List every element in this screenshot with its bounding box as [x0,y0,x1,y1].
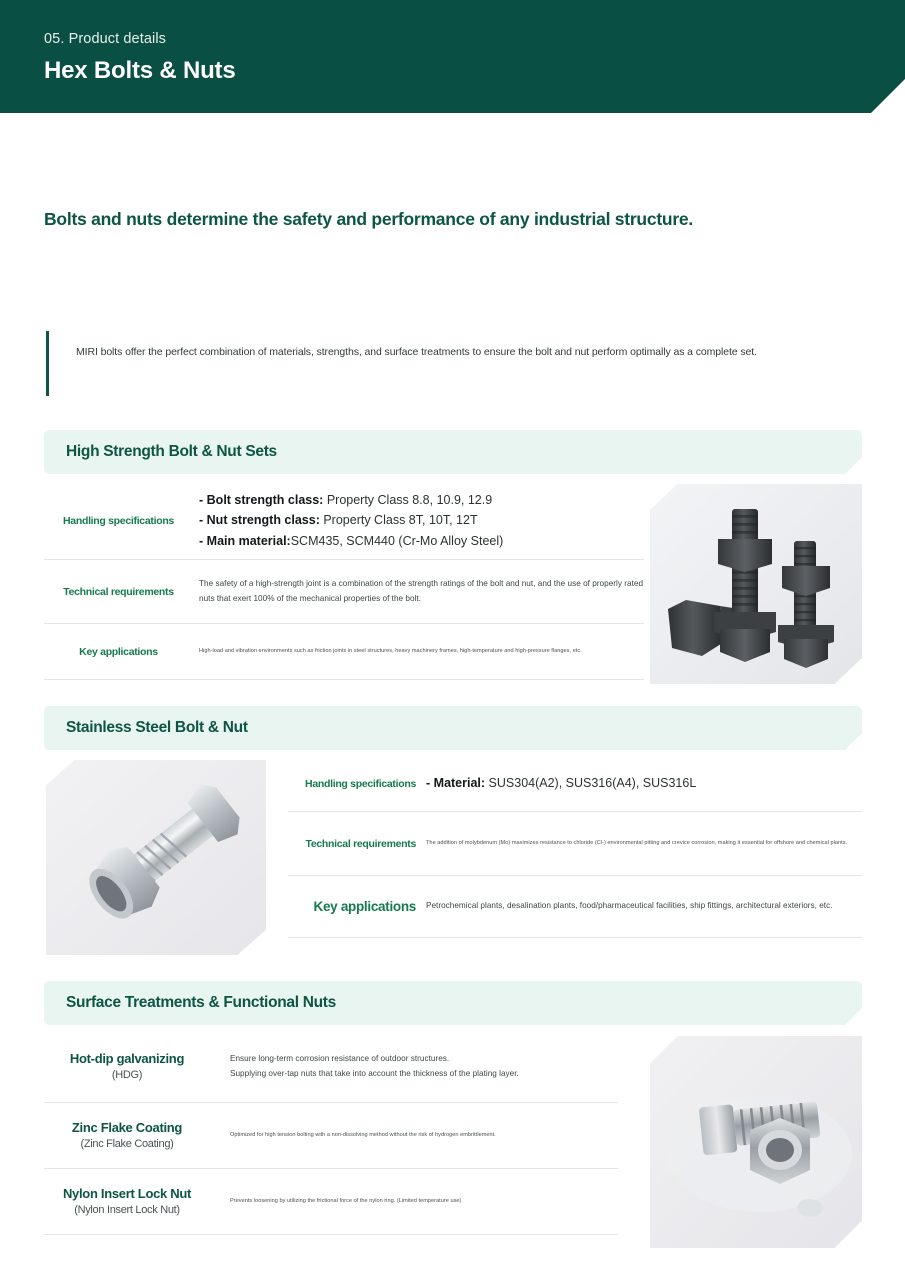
spec-key: Nut strength class: [206,513,320,528]
treatment-abbrev: (Nylon Insert Lock Nut) [74,1203,180,1216]
row-body: Petrochemical plants, desalination plants, food/pharmaceutical facilities, ship fittings, architectural exteriors, etc. [426,901,833,911]
spec-table [44,482,644,680]
row-label: Handling specifications [63,514,174,527]
table-row [44,1031,618,1103]
spec-table [44,1031,618,1235]
row-body [222,1197,618,1206]
spec-key: Bolt strength class: [206,493,324,508]
header-eyebrow: 05. Product details [44,31,166,47]
section-banner [44,706,862,750]
spec-value: Property Class 8.8, 10.9, 12.9 [323,493,493,508]
intro-callout-text: MIRI bolts offer the perfect combination of materials, strengths, and surface treatments to ensure the bolt and nut perform optimally as a complete set. [76,346,757,358]
spec-line [199,531,644,551]
treatment-abbrev: (HDG) [111,1068,143,1081]
row-body: High-load and vibration environments such as friction joints in steel structures, heavy machinery frames, high-temperature and high-pressure flanges, etc. [199,648,582,655]
row-body: The safety of a high-strength joint is a combination of the strength ratings of the bolt and nut, and the use of properly rated nuts that exert 100% of the mechanical properties of the bolt. [199,579,644,603]
bullet-marker: - [426,776,431,791]
lead-statement: Bolts and nuts determine the safety and performance of any industrial structure. [44,209,694,229]
row-body [426,773,862,793]
stainless-bolt-illustration-icon [46,760,266,955]
row-label: Key applications [313,899,416,914]
spec-table [288,756,862,938]
spec-value: SUS304(A2), SUS316(A4), SUS316L [485,776,697,791]
photo-black-hex-bolts [650,484,862,684]
spec-line [199,510,644,530]
section-title: Stainless Steel Bolt & Nut [66,719,248,736]
table-row [44,1169,618,1235]
section-banner [44,981,862,1025]
header-corner-notch [871,79,905,113]
section-banner [44,430,862,474]
row-label: Technical requirements [63,585,174,598]
table-row [288,812,862,876]
treatment-name: Hot-dip galvanizing [69,1051,185,1067]
row-label [44,1185,222,1217]
intro-callout [46,331,846,396]
spec-value: Property Class 8T, 10T, 12T [319,513,478,528]
row-body [222,1052,618,1080]
bullet-marker: - [199,493,204,508]
treatment-name: Nylon Insert Lock Nut [62,1186,192,1202]
row-label [44,1050,222,1082]
photo-stainless-steel-bolt [46,760,266,955]
page-header [0,0,905,113]
bolt-illustration-icon [650,484,862,684]
row-label: Technical requirements [305,837,416,850]
bullet-marker: - [199,513,204,528]
spec-key: Main material: [206,533,291,548]
table-row [44,624,644,680]
row-label [44,1119,222,1151]
row-body-line: Prevents loosening by utilizing the frictional force of the nylon ring. (Limited temperature use) [230,1198,462,1205]
spec-value: SCM435, SCM440 (Cr-Mo Alloy Steel) [290,533,504,548]
treatment-abbrev: (Zinc Flake Coating) [80,1137,174,1150]
table-row [288,756,862,812]
table-row [288,876,862,938]
section-title: High Strength Bolt & Nut Sets [66,443,277,460]
row-body [222,1131,618,1140]
row-label: Handling specifications [305,777,416,790]
row-body-line: Optimized for high tension bolting with a non-dissolving method without the risk of hydrogen embrittlement. [230,1132,496,1139]
row-body: The addition of molybdenum (Mo) maximizes resistance to chloride (Cl-) environmental pitting and crevice corrosion, making it essential for offshore and chemical plants. [426,840,848,847]
photo-galvanized-bolt-and-nut [650,1036,862,1248]
section-title: Surface Treatments & Functional Nuts [66,994,336,1011]
row-label: Key applications [79,645,158,658]
galvanized-nut-illustration-icon [650,1036,862,1248]
bullet-marker: - [199,533,204,548]
row-body [199,490,644,551]
table-row [44,1103,618,1169]
spec-line [199,490,644,510]
spec-key: Material: [433,776,486,791]
spec-line [426,773,862,793]
row-body-line: Supplying over-tap nuts that take into account the thickness of the plating layer. [230,1068,519,1078]
page-title: Hex Bolts & Nuts [44,57,236,84]
row-body-line: Ensure long-term corrosion resistance of outdoor structures. [230,1054,450,1064]
table-row [44,482,644,560]
table-row [44,560,644,624]
treatment-name: Zinc Flake Coating [71,1120,183,1136]
